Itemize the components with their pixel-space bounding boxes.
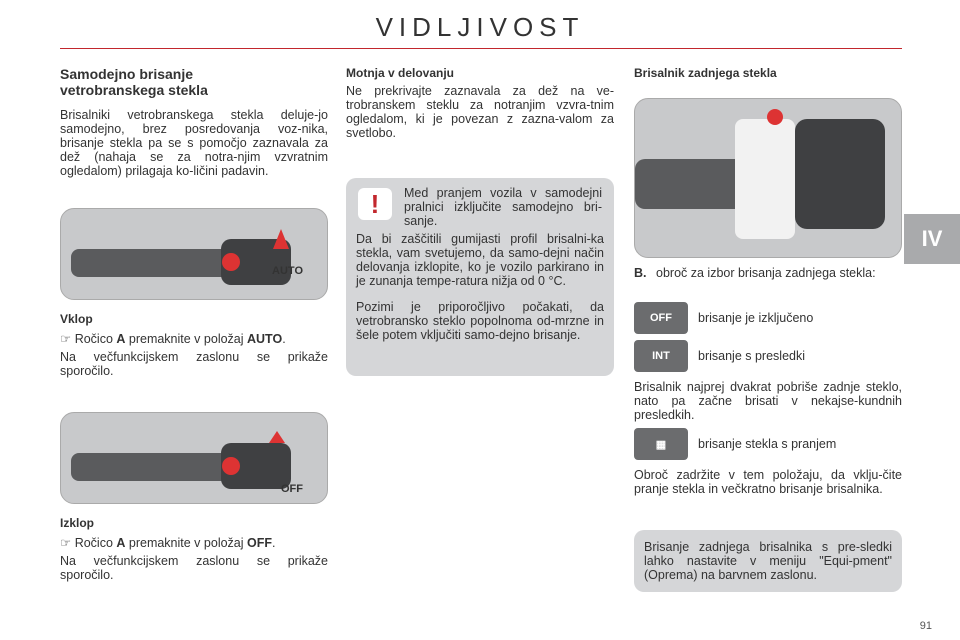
- off-heading: Izklop: [60, 516, 95, 530]
- page-number: 91: [919, 620, 932, 632]
- off-message: Na večfunkcijskem zaslonu se prikaže sporočilo.: [60, 554, 328, 582]
- wiper-stalk-icon: [61, 209, 328, 300]
- malfunction-heading: Motnja v delovanju: [346, 66, 455, 80]
- warning-text-3: Pozimi je priporočljivo počakati, da vetrobransko steklo popolnoma od-mrzne in šele potem vključiti samo-dejno brisanje.: [356, 300, 604, 342]
- off-bullet: ☞ Ročico A premaknite v položaj OFF.: [60, 536, 276, 550]
- stalk-image-off: [60, 412, 328, 504]
- hold-desc: [634, 468, 902, 496]
- off-label: OFF: [281, 483, 303, 495]
- int-row: [634, 340, 805, 372]
- page-title: VIDLJIVOST: [375, 12, 585, 42]
- on-bullet: ☞ Ročico A premaknite v položaj AUTO.: [60, 332, 286, 346]
- on-heading: Vklop: [60, 312, 93, 326]
- stalk-image-auto: [60, 208, 328, 300]
- warning-box: [346, 178, 614, 376]
- column-middle: [346, 66, 614, 140]
- ring-b-text: obroč za izbor brisanja zadnjega stekla:: [656, 266, 876, 280]
- off-row-text: brisanje je izključeno: [698, 311, 814, 325]
- ring-b-label: B.: [634, 266, 647, 280]
- intro-text: Brisalniki vetrobranskega stekla deluje-jo samodejno, brez posredovanja voz-nika, brisanje stekla pa se s pomočjo zaznavala za dež (nahaja se za notra-njim vzvratnim ogledalom) prilagaja ko-ličini padavin.: [60, 108, 328, 178]
- note-box: [634, 530, 902, 592]
- wash-row-text: brisanje stekla s pranjem: [698, 437, 837, 451]
- on-section: [60, 312, 328, 378]
- column-right: [634, 66, 902, 84]
- auto-label: AUTO: [272, 265, 303, 277]
- off-section: [60, 516, 328, 582]
- warning-text-1: Med pranjem vozila v samodejni pralnici izključite samodejno bri-sanje.: [404, 186, 602, 228]
- title-rule: [60, 48, 902, 49]
- on-message: Na večfunkcijskem zaslonu se prikaže sporočilo.: [60, 350, 328, 378]
- warning-text-2: Da bi zaščitili gumijasti profil brisalni-ka stekla, vam svetujemo, da samo-dejni način delovanja izklopite, ko je vozilo parkirano in je zunanja tempe-ratura nižja od 0 °C.: [356, 232, 604, 288]
- wash-row: [634, 428, 836, 460]
- int-icon: INT: [634, 340, 688, 372]
- section-title-1: Samodejno brisanje: [60, 66, 194, 82]
- chapter-tab: IV: [904, 214, 960, 264]
- rear-wiper-heading: Brisalnik zadnjega stekla: [634, 66, 777, 80]
- note-text: Brisanje zadnjega brisalnika s pre-sledki lahko nastavite v meniju "Equi-pment" (Oprema) na barvnem zaslonu.: [644, 540, 892, 582]
- malfunction-text: Ne prekrivajte zaznavala za dež na ve-trobranskem steklu za notranjim vzvra-tnim ogledalom, ki je povezan z zazna-valom za svetlobo.: [346, 84, 614, 140]
- wash-icon: ▦: [634, 428, 688, 460]
- off-row: [634, 302, 813, 334]
- ring-b-desc: [634, 266, 902, 280]
- column-left: [60, 66, 328, 178]
- warning-icon: !: [358, 188, 392, 220]
- off-icon: OFF: [634, 302, 688, 334]
- hold-text: Obroč zadržite v tem položaju, da vklju-čite pranje stekla in večkratno brisanje brisalnika.: [634, 468, 902, 496]
- int-desc-text: Brisalnik najprej dvakrat pobriše zadnje steklo, nato pa začne brisati v nekajse-kundnih presledkih.: [634, 380, 902, 422]
- hand-icon: ☞: [60, 536, 75, 550]
- rear-wiper-stalk-icon: [635, 99, 902, 258]
- rear-wiper-image: [634, 98, 902, 258]
- int-desc: [634, 380, 902, 422]
- int-row-text: brisanje s presledki: [698, 349, 805, 363]
- section-title-2: vetrobranskega stekla: [60, 82, 208, 98]
- hand-icon: ☞: [60, 332, 75, 346]
